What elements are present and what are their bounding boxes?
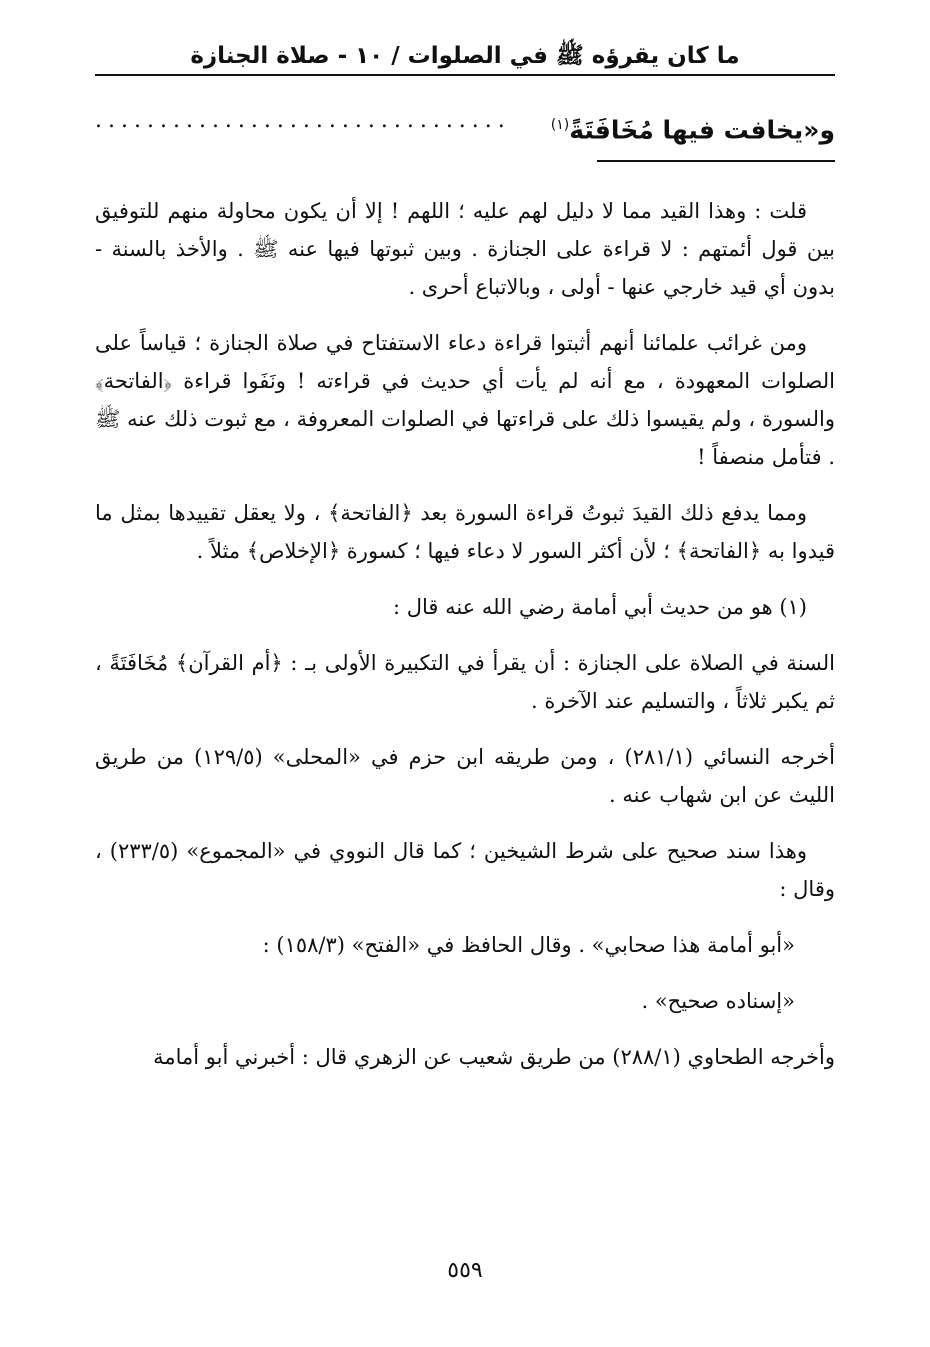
takhrij-grading: وهذا سند صحيح على شرط الشيخين ؛ كما قال النووي في «المجموع» (٢٣٣/٥) ، وقال : <box>95 839 835 901</box>
hadith-text: السنة في الصلاة على الجنازة : أن يقرأ في التكبيرة الأولى بـ : ﴿أم القرآن﴾ مُخَافَتَةً ، ثم يكبر ثلاثاً ، والتسليم عند الآخرة . <box>95 651 835 713</box>
footnote-separator <box>597 160 835 162</box>
paragraph-1: قلت : وهذا القيد مما لا دليل لهم عليه ؛ اللهم ! إلا أن يكون محاولة منهم للتوفيق بين قول أئمتهم : لا قراءة على الجنازة . وبين ثبوتها فيها عنه ﷺ . والأخذ بالسنة - بدون أي قيد خارجي عنها - أولى ، وبالاتباع أحرى . <box>95 199 835 299</box>
footnote-marker: (١) <box>550 117 570 133</box>
running-header: ما كان يقرؤه ﷺ في الصلوات / ١٠ - صلاة الجنازة <box>190 43 740 69</box>
main-text <box>551 100 835 155</box>
quote-nawawi: «أبو أمامة هذا صحابي» . وقال الحافظ في «الفتح» (١٥٨/٣) : <box>262 933 795 957</box>
main-text-line <box>95 100 835 150</box>
takhrij-tahawi: وأخرجه الطحاوي (٢٨٨/١) من طريق شعيب عن الزهري قال : أخبرني أبو أمامة <box>153 1045 835 1069</box>
dotted-leader: ................................ <box>95 108 511 133</box>
quote-hafiz: «إسناده صحيح» . <box>641 989 795 1013</box>
paragraph-3: ومما يدفع ذلك القيدَ ثبوتُ قراءة السورة بعد ﴿الفاتحة﴾ ، ولا يعقل تقييدها بمثل ما قيدوا به ﴿الفاتحة﴾ ؛ لأن أكثر السور لا دعاء فيها ؛ كسورة ﴿الإخلاص﴾ مثلاً . <box>95 501 835 563</box>
footnote-1-start: (١) هو من حديث أبي أمامة رضي الله عنه قال : <box>392 595 807 619</box>
header-rule <box>95 74 835 76</box>
main-text-words: و«يخافت فيها مُخَافَتَةً <box>569 115 835 145</box>
page-number: ٥٥٩ <box>447 1258 483 1283</box>
takhrij-nasai: أخرجه النسائي (٢٨١/١) ، ومن طريقه ابن حزم في «المحلى» (١٢٩/٥) من طريق الليث عن ابن شهاب عنه . <box>95 745 836 807</box>
footnote-body <box>95 192 835 1094</box>
paragraph-2: ومن غرائب علمائنا أنهم أثبتوا قراءة دعاء الاستفتاح في صلاة الجنازة ؛ قياساً على الصلوات المعهودة ، مع أنه لم يأت أي حديث في قراءته ! ونَفَوا قراءة ﴿الفاتحة﴾ والسورة ، ولم يقيسوا ذلك على قراءتها في الصلوات المعروفة ، مع ثبوت ذلك عنه ﷺ . فتأمل منصفاً ! <box>95 331 835 469</box>
